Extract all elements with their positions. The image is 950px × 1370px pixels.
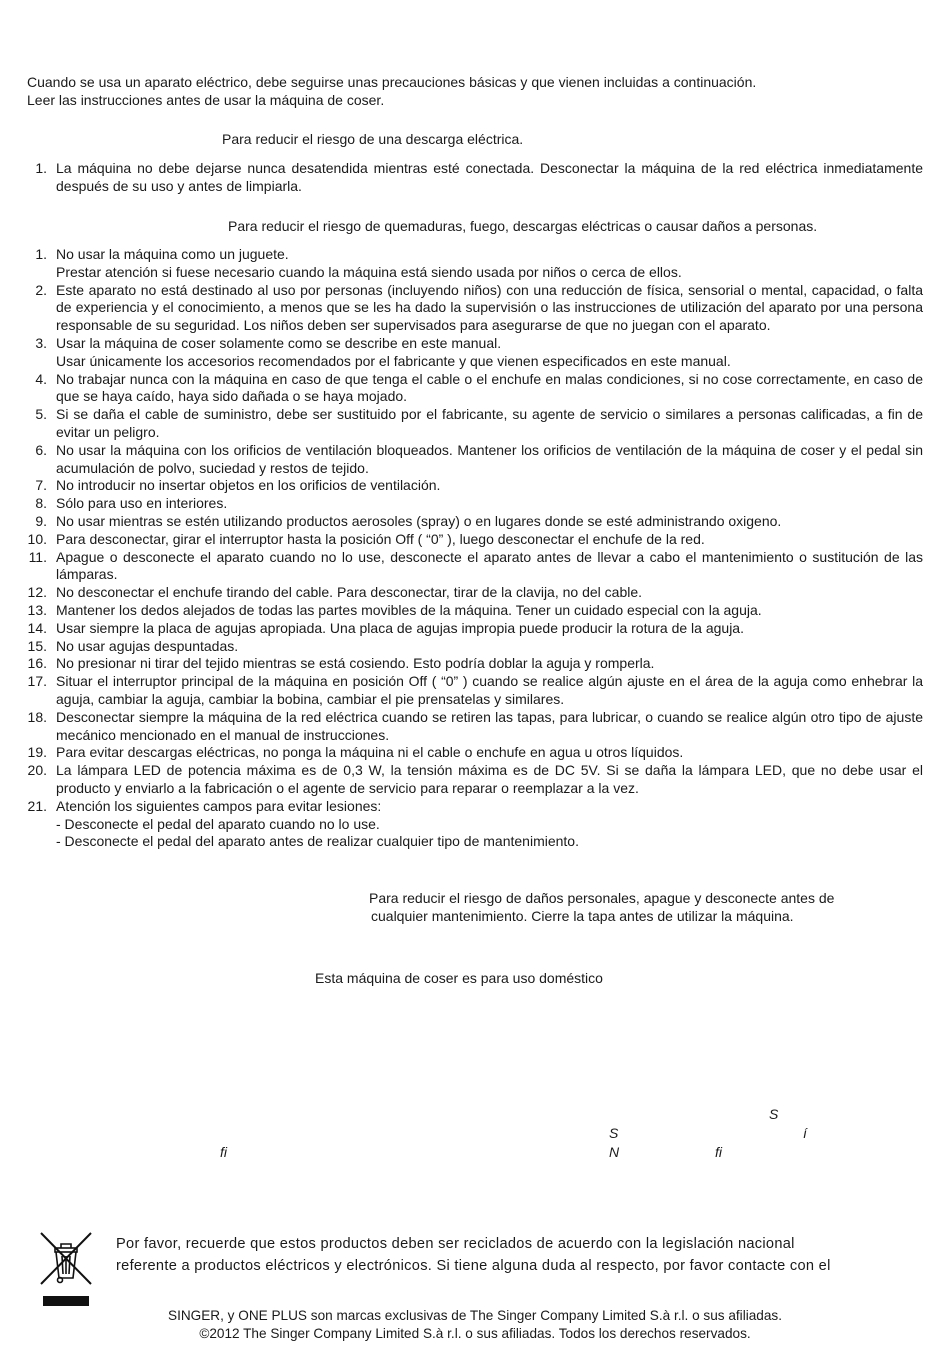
item-text: No usar la máquina como un juguete. <box>56 246 289 262</box>
item-number: 13. <box>27 601 47 618</box>
list-item <box>27 638 923 656</box>
item-text: Para evitar descargas eléctricas, no ponga la máquina ni el cable o enchufe en agua u otros líquidos. <box>56 744 684 761</box>
list-item <box>27 602 923 620</box>
item-number: 3. <box>35 334 47 351</box>
item-number: 2. <box>35 281 47 298</box>
item-number: 10. <box>27 530 47 547</box>
item-number: 12. <box>27 584 47 601</box>
list-item <box>27 798 923 851</box>
item-text: Mantener los dedos alejados de todas las partes movibles de la máquina. Tener un cuidado especial con la aguja. <box>56 601 762 618</box>
item-number: 20. <box>27 762 47 779</box>
item-text: Si se daña el cable de suministro, debe ser sustituido por el fabricante, su agente de servicio o similares a personas calificadas, a fin de evitar un peligro. <box>56 406 923 440</box>
list-item <box>27 762 923 798</box>
item-number: 18. <box>27 708 47 725</box>
item-text: No introducir no insertar objetos en los orificios de ventilación. <box>56 477 441 494</box>
fragment-fi-2: ﬁ <box>715 1144 722 1160</box>
item-number: 11. <box>28 548 47 565</box>
item-text: Para desconectar, girar el interruptor hasta la posición Off ( “0” ), luego desconectar el enchufe de la red. <box>56 530 705 547</box>
item-number: 1. <box>35 160 47 176</box>
item-text: No usar mientras se estén utilizando productos aerosoles (spray) o en lugares donde se esté administrando oxigeno. <box>56 512 782 529</box>
item-subline: - Desconecte el pedal del aparato cuando no lo use. <box>56 815 380 832</box>
danger-heading: Para reducir el riesgo de una descarga eléctrica. <box>222 131 524 147</box>
item-number: 21. <box>27 797 47 814</box>
list-item <box>27 406 923 442</box>
item-text: No usar la máquina con los orificios de ventilación bloqueados. Mantener los orificios de ventilación de la máquina de coser y el pedal sin acumulación de polvo, suciedad y restos de tejido. <box>56 441 923 476</box>
footer-copyright: ©2012 The Singer Company Limited S.à r.l. o sus afiliadas. Todos los derechos reservados. <box>199 1326 751 1341</box>
list-item <box>27 371 923 407</box>
fragment-n: N <box>609 1144 620 1160</box>
warning-heading: Para reducir el riesgo de quemaduras, fuego, descargas eléctricas o causar daños a personas. <box>228 218 818 234</box>
household-use-note: Esta máquina de coser es para uso doméstico <box>315 970 603 986</box>
item-number: 4. <box>35 370 47 387</box>
item-subline: - Desconecte el pedal del aparato antes de realizar cualquier tipo de mantenimiento. <box>56 833 579 850</box>
recycle-text <box>116 1233 922 1277</box>
danger-list <box>27 160 923 196</box>
item-text: No usar agujas despuntadas. <box>56 637 239 654</box>
list-item <box>27 160 923 196</box>
item-number: 5. <box>35 406 47 423</box>
item-number: 16. <box>27 655 47 672</box>
list-item <box>27 655 923 673</box>
list-item <box>27 246 923 282</box>
item-number: 19. <box>27 744 47 761</box>
item-text: No presionar ni tirar del tejido mientras se está cosiendo. Esto podría doblar la aguja y romperla. <box>56 655 655 672</box>
list-item <box>27 335 923 371</box>
recycle-text-line-2: referente a productos eléctricos y electrónicos. Si tiene alguna duda al respecto, por favor contacte con el <box>116 1258 831 1274</box>
list-item <box>27 584 923 602</box>
item-text: No desconectar el enchufe tirando del cable. Para desconectar, tirar de la clavija, no del cable. <box>56 584 643 601</box>
intro-line-2: Leer las instrucciones antes de usar la máquina de coser. <box>27 92 385 108</box>
item-number: 6. <box>35 441 47 458</box>
item-number: 8. <box>35 495 47 512</box>
item-subline: Prestar atención si fuese necesario cuando la máquina está siendo usada por niños o cerca de ellos. <box>56 263 682 280</box>
item-text: Sólo para uso en interiores. <box>56 495 228 512</box>
item-text: Usar siempre la placa de agujas apropiada. Una placa de agujas impropia puede producir la rotura de la aguja. <box>56 619 744 636</box>
item-text: Desconectar siempre la máquina de la red eléctrica cuando se retiren las tapas, para lubricar, o cuando se realice algún otro tipo de ajuste mecánico mencionado en el manual de instrucciones. <box>56 708 923 743</box>
item-number: 17. <box>27 673 47 690</box>
fragment-s-2: S <box>609 1125 619 1141</box>
item-text: La lámpara LED de potencia máxima es de 0,3 W, la tensión máxima es de DC 5V. Si se daña la lámpara LED, que no debe usar el producto y enviarlo a la fabricación o el agente de servicio para reparar o reemplazar a la vez. <box>56 762 923 796</box>
item-number: 14. <box>27 619 47 636</box>
list-item <box>27 495 923 513</box>
weee-bin-icon <box>38 1230 94 1310</box>
fragment-s-1: S <box>769 1106 779 1122</box>
item-text: Usar la máquina de coser solamente como se describe en este manual. <box>56 334 502 351</box>
caution-line-2: cualquier mantenimiento. Cierre la tapa antes de utilizar la máquina. <box>371 908 794 924</box>
item-subline: Usar únicamente los accesorios recomendados por el fabricante y que vienen especificados en este manual. <box>56 352 731 369</box>
fragment-i: í <box>803 1125 807 1141</box>
item-number: 7. <box>35 477 47 494</box>
item-text: No trabajar nunca con la máquina en caso de que tenga el cable o el enchufe en malas condiciones, si no cose correctamente, en caso de que se haya caído, haya sido dañada o se haya mojado. <box>56 370 923 405</box>
list-item <box>27 549 923 585</box>
warning-list <box>27 246 923 851</box>
list-item <box>27 531 923 549</box>
list-item <box>27 282 923 335</box>
list-item <box>27 709 923 745</box>
list-item <box>27 673 923 709</box>
item-number: 1. <box>35 246 47 262</box>
item-text: Atención los siguientes campos para evitar lesiones: <box>56 797 382 814</box>
item-number: 15. <box>27 637 47 654</box>
footer-trademark: SINGER, y ONE PLUS son marcas exclusivas de The Singer Company Limited S.à r.l. o sus afiliadas. <box>168 1308 782 1323</box>
item-text: La máquina no debe dejarse nunca desatendida mientras esté conectada. Desconectar la máquina de la red eléctrica inmediatamente después de su uso y antes de limpiarla. <box>56 160 923 194</box>
fragment-fi-1: ﬁ <box>220 1144 227 1160</box>
list-item <box>27 477 923 495</box>
item-text: Este aparato no está destinado al uso por personas (incluyendo niños) con una reducción de física, sensorial o mental, capacidad, o falta de experiencia y el conocimiento, a menos que se les ha dado la supervisión o las instrucciones de utilización del aparato por una persona responsable de su seguridad. Los niños deben ser supervisados para asegurarse de que no juegan con el aparato. <box>56 281 923 334</box>
list-item <box>27 620 923 638</box>
item-text: Apague o desconecte el aparato cuando no lo use, desconecte el aparato antes de llevar a cabo el mantenimiento o sustitución de las lámparas. <box>56 548 923 583</box>
item-number: 9. <box>35 512 47 529</box>
list-item <box>27 744 923 762</box>
intro-line-1: Cuando se usa un aparato eléctrico, debe seguirse unas precauciones básicas y que vienen incluidas a continuación. <box>27 74 757 90</box>
list-item <box>27 513 923 531</box>
list-item <box>27 442 923 478</box>
caution-line-1: Para reducir el riesgo de daños personales, apague y desconecte antes de <box>369 890 835 906</box>
item-text: Situar el interruptor principal de la máquina en posición Off ( “0” ) cuando se realice algún ajuste en el área de la aguja como enhebrar la aguja, cambiar la aguja, cambiar la bobina, cambiar el pie prensatelas y similares. <box>56 673 923 707</box>
recycle-text-line-1: Por favor, recuerde que estos productos deben ser reciclados de acuerdo con la legislación nacional <box>116 1236 795 1252</box>
